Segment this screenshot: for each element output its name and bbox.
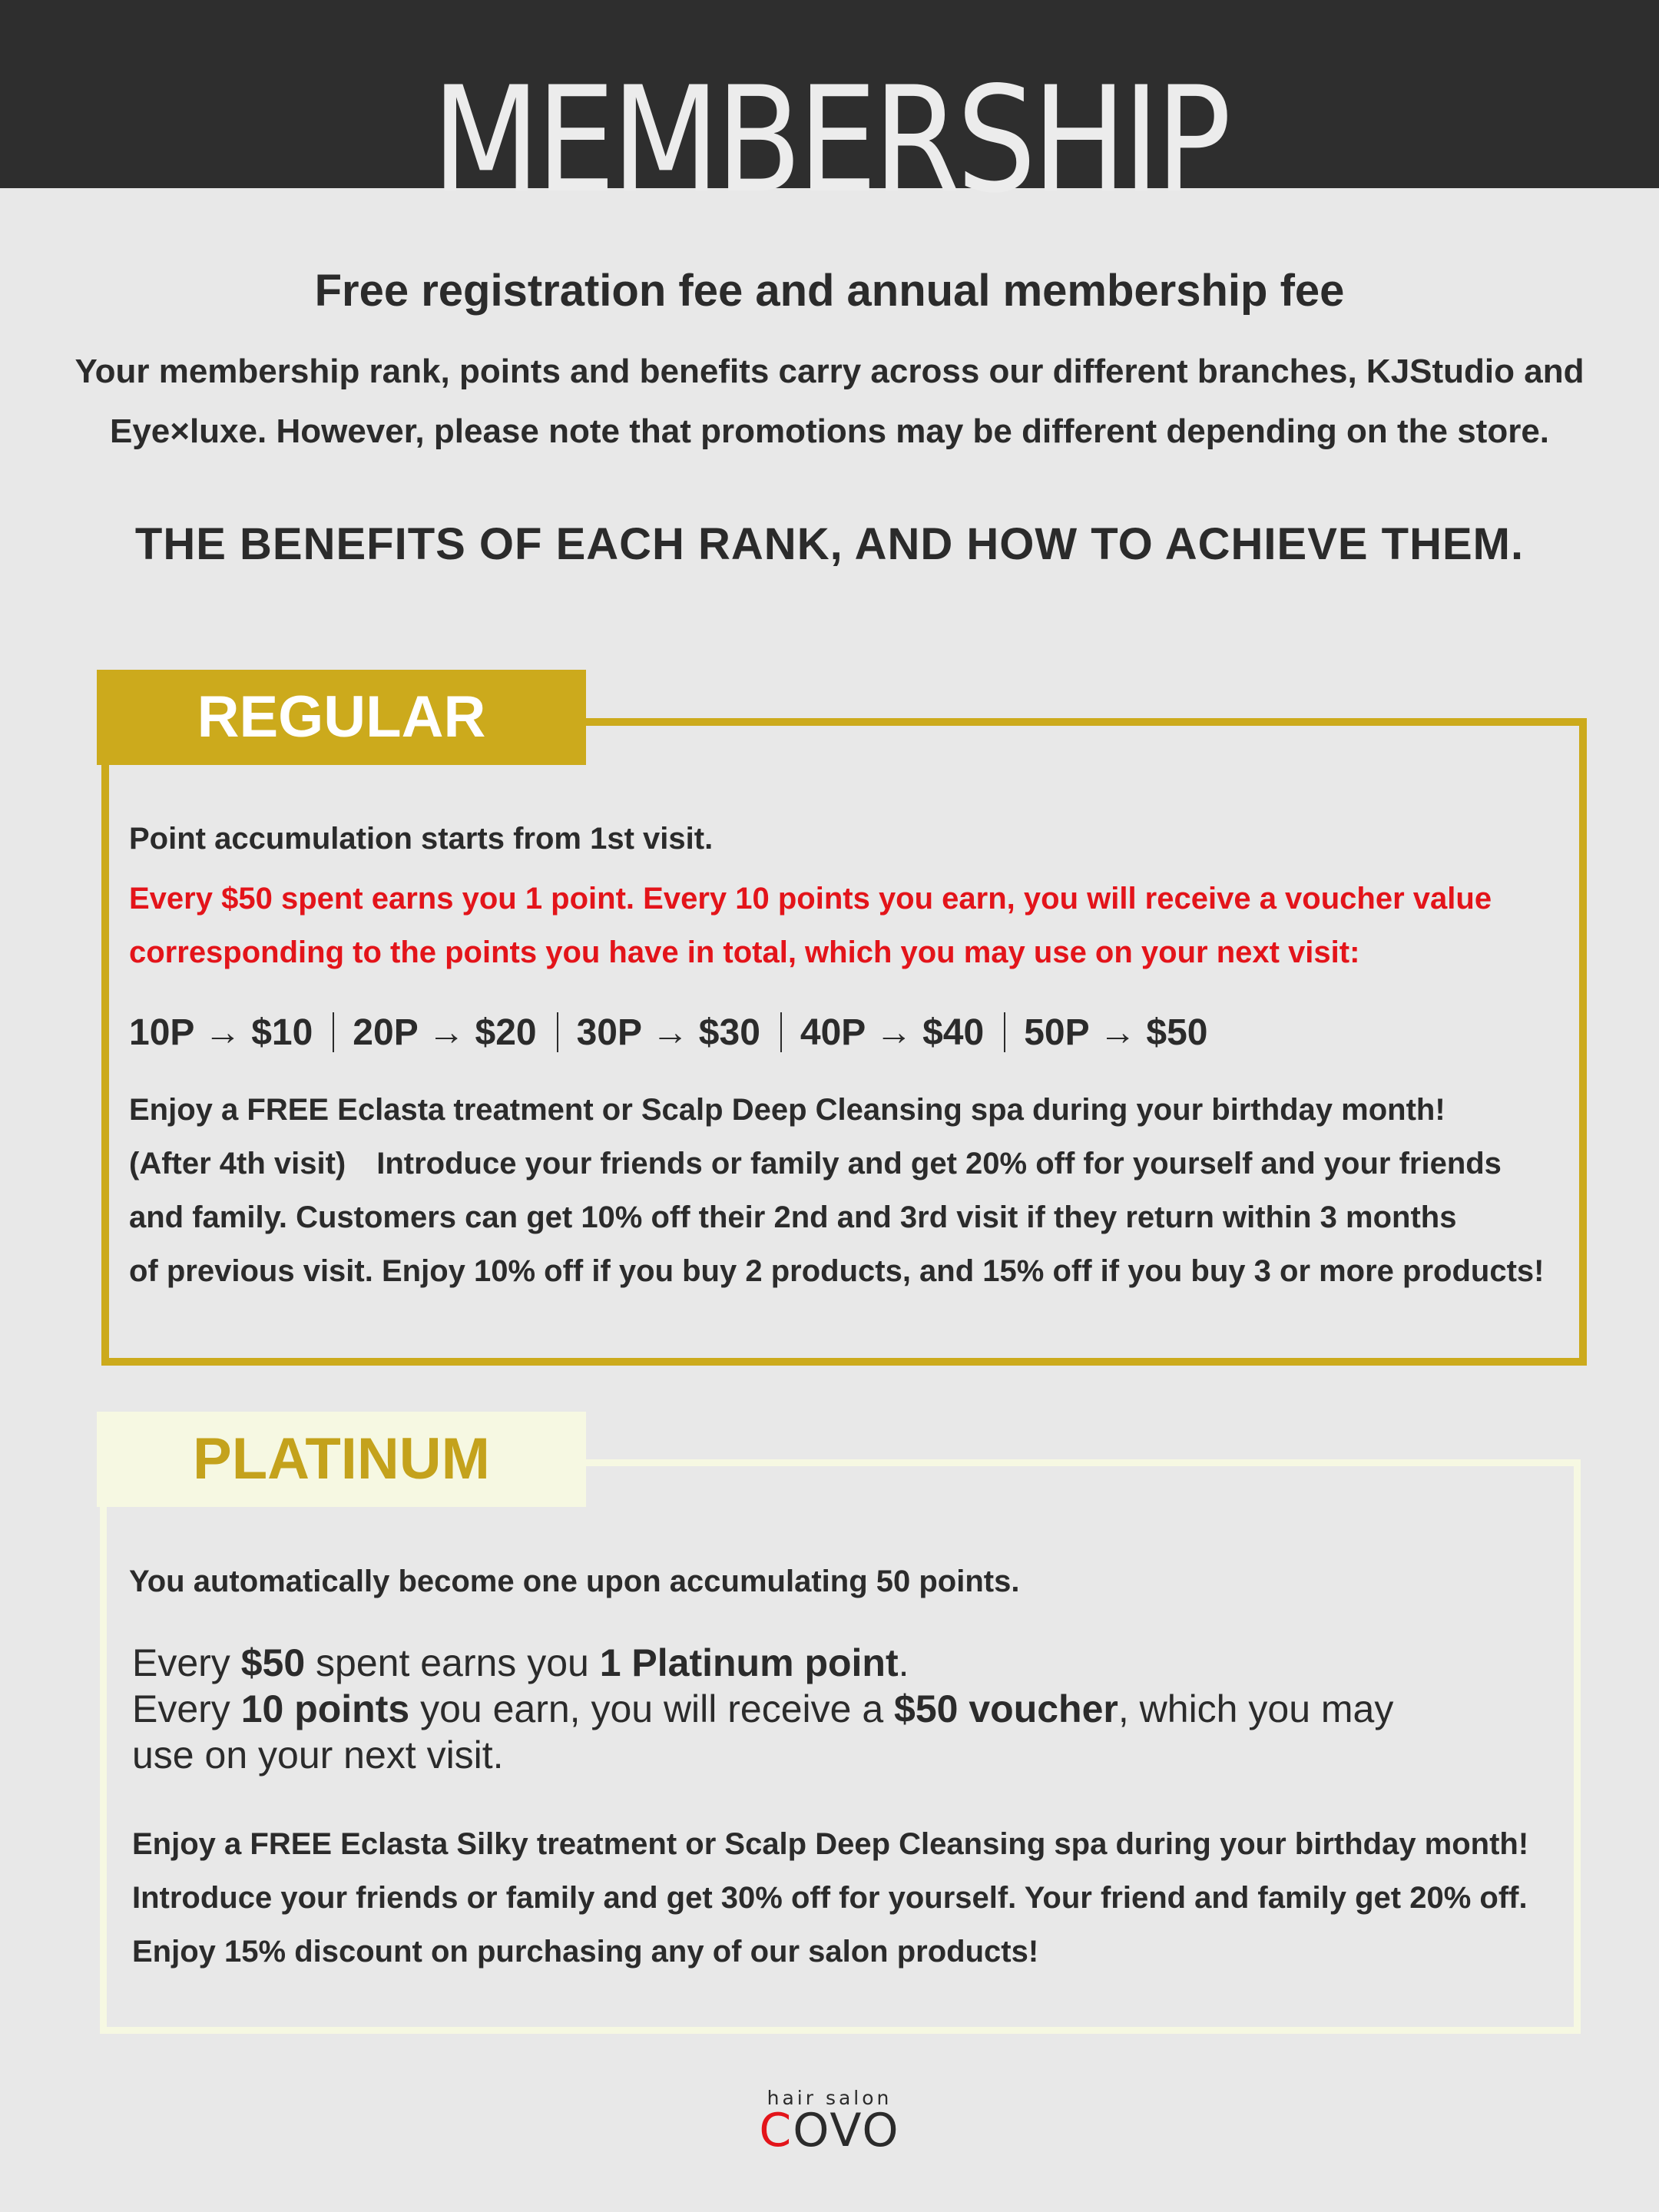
- regular-points-rule-line: Every $50 spent earns you 1 point. Every 10 points you earn, you will receive a voucher value: [129, 882, 1492, 916]
- logo-accent-letter: C: [759, 2104, 793, 2157]
- platinum-points-rule: [132, 1640, 1561, 1778]
- regular-benefits: [129, 1083, 1588, 1298]
- voucher-item: 50P → $50: [1024, 1012, 1208, 1053]
- voucher-divider: [1004, 1012, 1005, 1052]
- regular-start-text: Point accumulation starts from 1st visit.: [129, 822, 714, 856]
- points-text: Every: [132, 1641, 241, 1684]
- voucher-table: [129, 1008, 1227, 1057]
- regular-benefit-line: Enjoy a FREE Eclasta treatment or Scalp Deep Cleansing spa during your birthday month!: [129, 1093, 1445, 1127]
- platinum-benefit-line: Enjoy a FREE Eclasta Silky treatment or Scalp Deep Cleansing spa during your birthday month!: [132, 1827, 1529, 1861]
- voucher-item: 30P → $30: [576, 1012, 760, 1053]
- benefit-text: off if you buy 2 products, and: [535, 1254, 983, 1288]
- benefit-highlight: 10%: [473, 1254, 536, 1288]
- voucher-item: 20P → $20: [353, 1012, 537, 1053]
- points-text: Every: [132, 1687, 241, 1730]
- benefit-highlight: 15% discount: [224, 1935, 422, 1969]
- logo-wordmark: [753, 2104, 906, 2157]
- points-highlight: $50: [240, 1641, 306, 1684]
- points-highlight: 10 points: [240, 1687, 410, 1730]
- voucher-divider: [557, 1012, 558, 1052]
- benefit-text: off if you buy 3 or more products!: [1044, 1254, 1545, 1288]
- benefit-text: Introduce your friends or family and get: [132, 1881, 721, 1915]
- benefit-text: of previous visit. Enjoy: [129, 1254, 474, 1288]
- benefit-text: for yourself. Your friend and family get: [830, 1881, 1410, 1915]
- benefit-text: and family. Customers can get: [129, 1200, 581, 1234]
- logo-letters: OVO: [793, 2104, 900, 2157]
- benefit-highlight: 30% off: [720, 1881, 831, 1915]
- benefit-highlight: 20%: [965, 1147, 1028, 1181]
- platinum-points-line: [132, 1640, 1561, 1686]
- platinum-rank-tag: PLATINUM: [97, 1412, 586, 1507]
- benefit-text: off for yourself and your friends: [1027, 1147, 1502, 1181]
- points-text: you earn, you will receive a: [409, 1687, 895, 1730]
- regular-points-rule: [129, 872, 1573, 979]
- voucher-item: 40P → $40: [800, 1012, 985, 1053]
- logo-tagline: hair salon: [767, 2087, 892, 2109]
- intro-subtitle: Free registration fee and annual membership fee: [314, 266, 1345, 316]
- points-highlight: $50 voucher: [894, 1687, 1118, 1730]
- page-title: [0, 68, 1659, 198]
- voucher-item: 10P → $10: [129, 1012, 313, 1053]
- regular-benefit-line: [129, 1137, 1588, 1190]
- benefit-highlight: 15%: [982, 1254, 1045, 1288]
- regular-benefit-line: [129, 1244, 1588, 1298]
- intro-line: Your membership rank, points and benefits carry across our different branches, KJStudio and: [75, 353, 1584, 390]
- platinum-points-line: use on your next visit.: [132, 1734, 504, 1777]
- regular-rank-tag: REGULAR: [97, 670, 586, 765]
- platinum-points-line: [132, 1686, 1561, 1732]
- platinum-benefits: [132, 1817, 1576, 1979]
- benefits-heading: THE BENEFITS OF EACH RANK, AND HOW TO ACHIEVE THEM.: [134, 519, 1525, 569]
- benefit-text: off their 2nd and 3rd visit if they return within 3 months: [642, 1200, 1457, 1234]
- intro-line: Eye×luxe. However, please note that promotions may be different depending on the store.: [109, 412, 1550, 450]
- voucher-divider: [333, 1012, 334, 1052]
- points-text: spent earns you: [305, 1641, 600, 1684]
- salon-logo: [753, 2087, 906, 2157]
- benefit-text: .: [1518, 1881, 1528, 1915]
- regular-benefit-line: [129, 1190, 1588, 1244]
- page-title-text: MEMBERSHIP: [432, 68, 1227, 198]
- regular-points-rule-line: corresponding to the points you have in total, which you may use on your next visit:: [129, 935, 1360, 969]
- platinum-benefit-line: [132, 1871, 1576, 1925]
- benefit-highlight: 10%: [581, 1200, 643, 1234]
- benefit-highlight: 20% off: [1409, 1881, 1519, 1915]
- points-text: .: [898, 1641, 909, 1684]
- platinum-start-text: You automatically become one upon accumulating 50 points.: [129, 1565, 1020, 1598]
- benefit-text: Enjoy: [132, 1935, 225, 1969]
- intro-paragraph: [31, 342, 1628, 462]
- points-text: , which you may: [1118, 1687, 1394, 1730]
- platinum-benefit-line: [132, 1925, 1576, 1979]
- benefit-text: on purchasing any of our salon products!: [422, 1935, 1039, 1969]
- benefit-text: (After 4th visit) Introduce your friends or family and get: [129, 1147, 966, 1181]
- points-highlight: 1 Platinum point: [599, 1641, 899, 1684]
- voucher-divider: [780, 1012, 782, 1052]
